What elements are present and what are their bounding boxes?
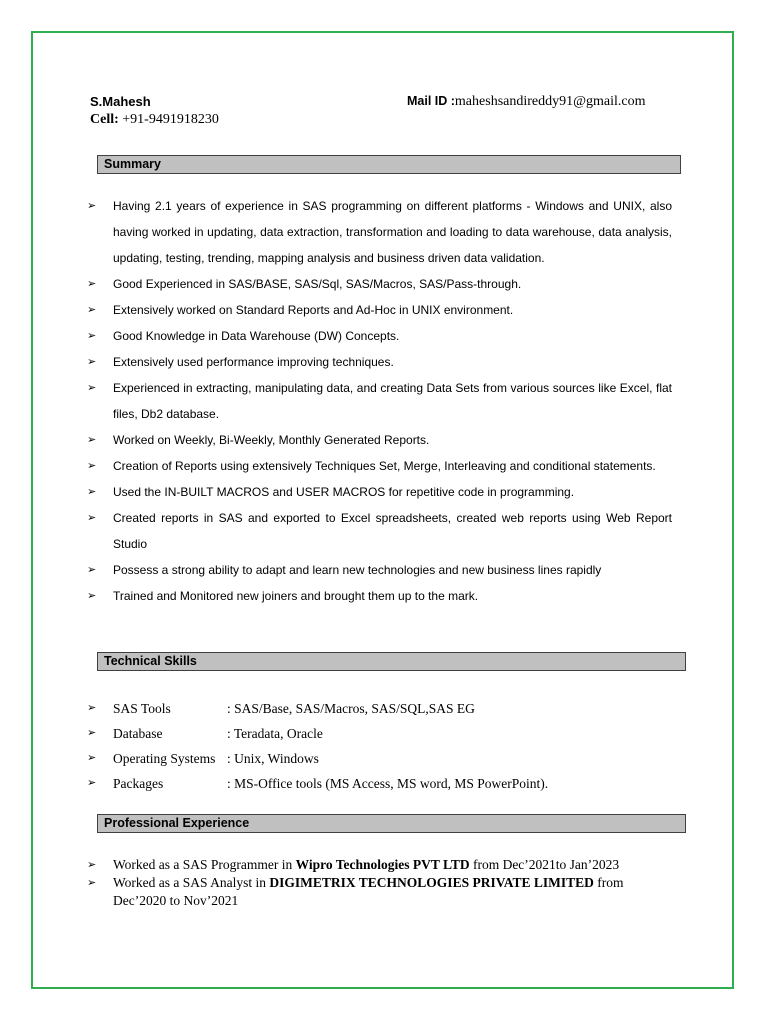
bullet-arrow-icon: ➢ [87,356,97,368]
skill-key: Packages [113,776,164,791]
bullet-arrow-icon: ➢ [87,859,97,871]
mail-label: Mail ID : [407,94,455,108]
summary-item [86,505,672,557]
bullet-arrow-icon: ➢ [87,777,97,789]
bullet-arrow-icon: ➢ [87,460,97,472]
summary-item-text: Creation of Reports using extensively Techniques Set, Merge, Interleaving and conditional statements. [113,459,656,473]
summary-item [86,271,672,297]
summary-item [86,583,672,609]
section-skills-heading: Technical Skills [97,652,686,671]
summary-item-text: Having 2.1 years of experience in SAS programming on different platforms - Windows and UNIX, also having worked in updating, data extraction, transformation and loading to data warehouse, data analysis, updating, testing, trending, mapping analysis and business driven data validation. [113,199,672,265]
skills-list [86,696,676,796]
skill-key: Database [113,726,163,741]
bullet-arrow-icon: ➢ [87,727,97,739]
summary-item [86,453,672,479]
experience-item [86,856,676,874]
experience-prefix: Worked as a SAS Analyst in [113,875,270,890]
summary-item [86,297,672,323]
experience-prefix: Worked as a SAS Programmer in [113,857,296,872]
bullet-arrow-icon: ➢ [87,702,97,714]
bullet-arrow-icon: ➢ [87,382,97,394]
cell-value: +91-9491918230 [118,112,219,127]
experience-company: DIGIMETRIX TECHNOLOGIES PRIVATE LIMITED [269,875,594,890]
summary-item-text: Experienced in extracting, manipulating data, and creating Data Sets from various sources like Excel, flat files, Db2 database. [113,381,672,421]
skill-key: SAS Tools [113,701,171,716]
skill-value: : Teradata, Oracle [227,726,323,741]
skill-item [86,721,676,746]
bullet-arrow-icon: ➢ [87,590,97,602]
summary-item-text: Possess a strong ability to adapt and learn new technologies and new business lines rapidly [113,563,602,577]
summary-item-text: Worked on Weekly, Bi-Weekly, Monthly Generated Reports. [113,433,430,447]
skill-value: : MS-Office tools (MS Access, MS word, MS PowerPoint). [227,776,549,791]
skill-item [86,696,676,721]
summary-item-text: Extensively worked on Standard Reports and Ad-Hoc in UNIX environment. [113,303,514,317]
summary-item [86,375,672,427]
skill-value: : SAS/Base, SAS/Macros, SAS/SQL,SAS EG [227,701,475,716]
summary-item [86,479,672,505]
summary-item [86,557,672,583]
skill-key: Operating Systems [113,751,216,766]
section-summary-heading: Summary [97,155,681,174]
summary-item [86,193,672,271]
summary-item-text: Used the IN-BUILT MACROS and USER MACROS for repetitive code in programming. [113,485,575,499]
skill-item [86,771,676,796]
mail-line [407,94,646,110]
skill-item [86,746,676,771]
bullet-arrow-icon: ➢ [87,200,97,212]
experience-company: Wipro Technologies PVT LTD [295,857,470,872]
skill-value: : Unix, Windows [227,751,319,766]
cell-line [90,112,219,128]
experience-suffix: from Dec’2021to Jan’2023 [469,857,620,872]
summary-item-text: Good Experienced in SAS/BASE, SAS/Sql, SAS/Macros, SAS/Pass-through. [113,277,522,291]
summary-item [86,323,672,349]
cell-label: Cell: [90,112,119,127]
summary-item-text: Trained and Monitored new joiners and brought them up to the mark. [113,589,479,603]
candidate-name: S.Mahesh [90,94,151,109]
experience-list [86,856,676,910]
experience-suffix: from Dec’2020 to Nov’2021 [113,875,624,908]
summary-list [86,193,672,609]
summary-item-text: Good Knowledge in Data Warehouse (DW) Concepts. [113,329,400,343]
summary-item [86,349,672,375]
bullet-arrow-icon: ➢ [87,434,97,446]
summary-item [86,427,672,453]
mail-value: maheshsandireddy91@gmail.com [454,94,646,109]
bullet-arrow-icon: ➢ [87,304,97,316]
bullet-arrow-icon: ➢ [87,564,97,576]
bullet-arrow-icon: ➢ [87,512,97,524]
experience-item [86,874,676,910]
section-experience-heading: Professional Experience [97,814,686,833]
bullet-arrow-icon: ➢ [87,877,97,889]
summary-item-text: Extensively used performance improving techniques. [113,355,394,369]
bullet-arrow-icon: ➢ [87,752,97,764]
summary-item-text: Created reports in SAS and exported to Excel spreadsheets, created web reports using Web Report Studio [113,511,672,551]
bullet-arrow-icon: ➢ [87,486,97,498]
bullet-arrow-icon: ➢ [87,330,97,342]
bullet-arrow-icon: ➢ [87,278,97,290]
